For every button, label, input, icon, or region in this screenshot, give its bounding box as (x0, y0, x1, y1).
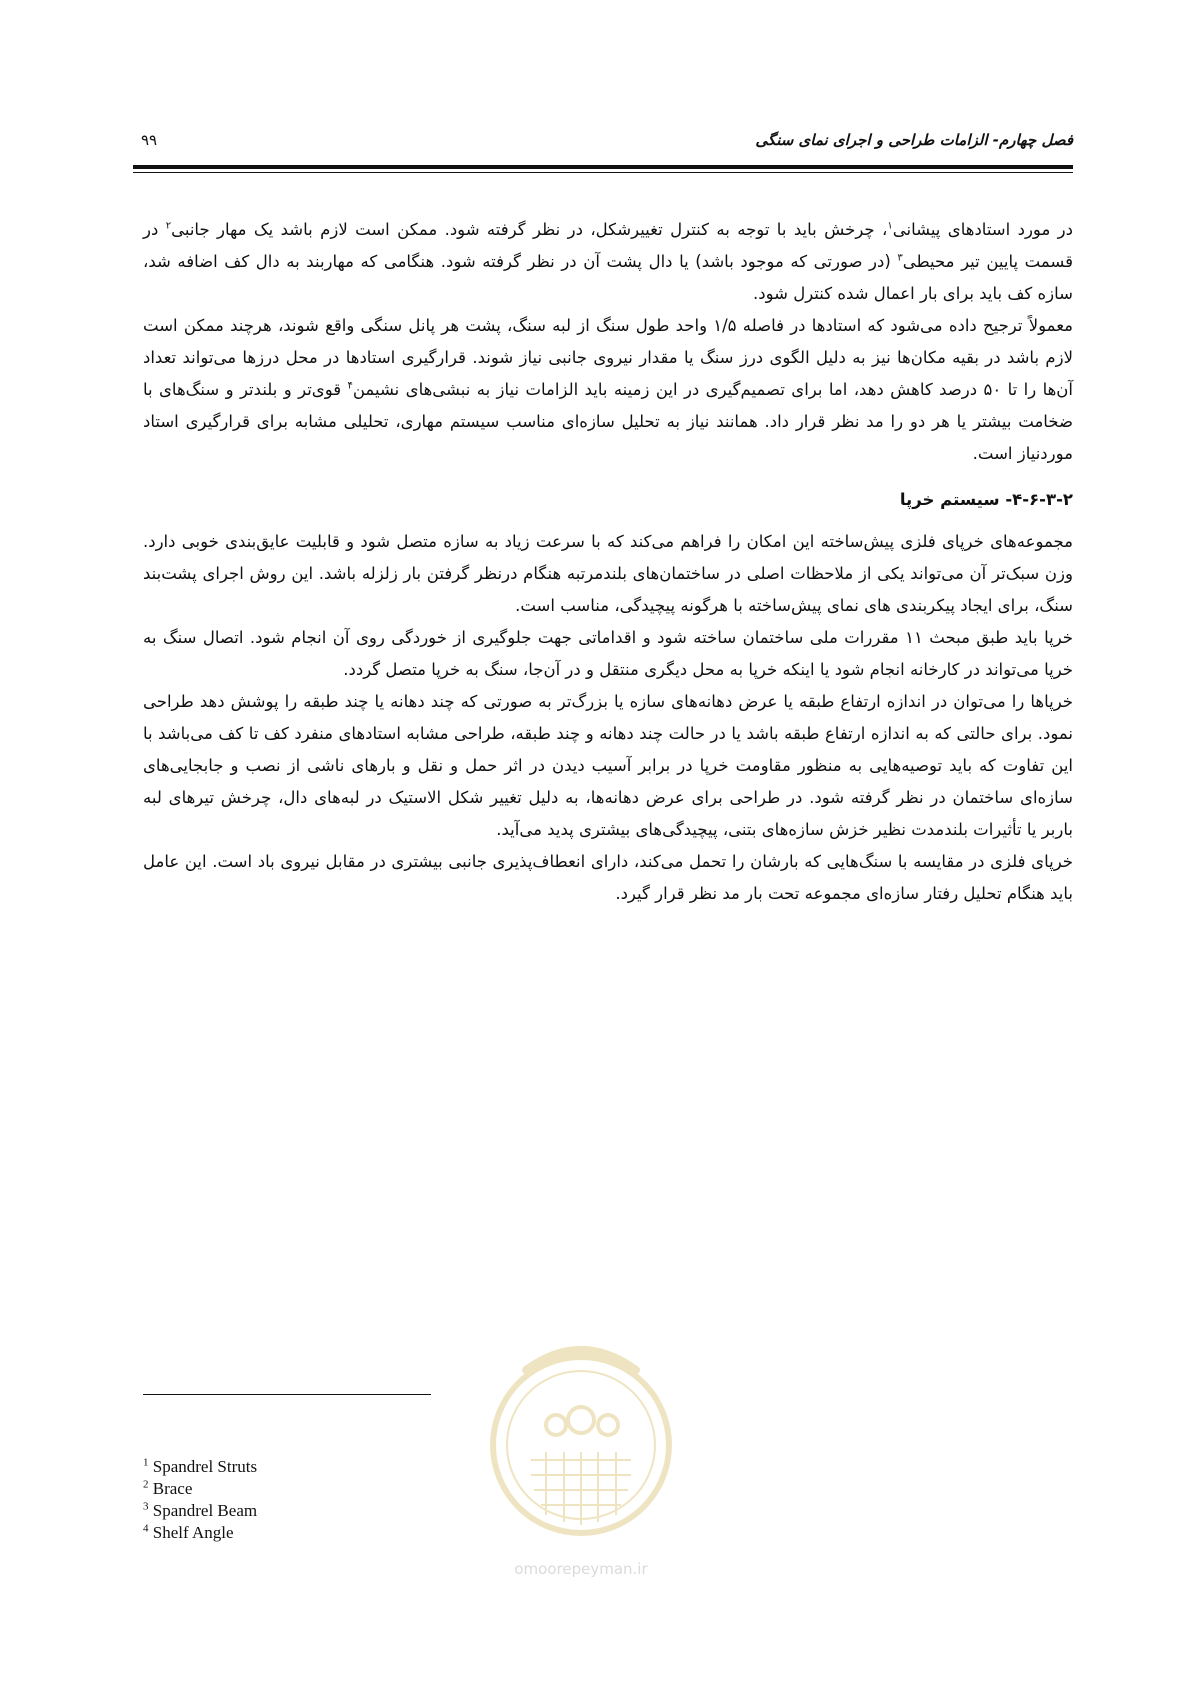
paragraph-text: در مورد استادهای پیشانی (892, 220, 1073, 239)
footnote-mark: ۱ (887, 220, 893, 232)
footnote-text: Shelf Angle (148, 1523, 234, 1542)
footnote-text: Spandrel Struts (148, 1457, 258, 1476)
paragraph-text: معمولاً ترجیح داده می‌شود که استادها در فاصله ۱/۵ واحد طول سنگ از لبه سنگ، پشت هر پانل سنگی واقع شوند، هرچند ممکن است لازم باشد در بقیه مکان‌ها نیز به دلیل الگوی درز سنگ یا مقدار نیروی جانبی نیاز شوند. قرارگیری استادها در محل درزها می‌تواند تعداد آن‌ها را تا ۵۰ درصد کاهش دهد، اما برای تصمیم‌گیری در این زمینه باید الزامات نیاز به نبشی‌های نشیمن (143, 316, 1074, 399)
footnote-number: 3 (143, 1500, 149, 1513)
paragraph-spandrel-struts (143, 214, 1073, 310)
paragraph-text: (در صورتی که موجود باشد) یا دال پشت آن در نظر گرفته شود. هنگامی که مهاربند به دال کف اضافه شد، سازه کف باید برای بار اعمال شده کنترل شود. (143, 252, 1073, 303)
paragraph-text: ، چرخش باید با توجه به کنترل تغییرشکل، در نظر گرفته شود. ممکن است لازم باشد یک مهار جانبی (171, 220, 888, 239)
footnote-text: Brace (148, 1479, 193, 1498)
chapter-title: فصل چهارم- الزامات طراحی و اجرای نمای سنگی (755, 131, 1073, 149)
page-number: ۹۹ (141, 131, 158, 149)
footnote (143, 1500, 543, 1522)
paragraph-truss-intro: مجموعه‌های خرپای فلزی پیش‌ساخته این امکان را فراهم می‌کند که با سرعت زیاد به سازه متصل شود و قابلیت عایق‌بندی خوبی دارد. وزن سبک‌تر آن می‌تواند یکی از ملاحظات اصلی در ساختمان‌های بلندمرتبه هنگام درنظر گرفتن بار زلزله باشد. این روش اجرای پشت‌بند سنگ، برای ایجاد پیکربندی های نمای پیش‌ساخته با هرگونه پیچیدگی، مناسب است. (143, 532, 1073, 615)
footnotes (143, 1456, 543, 1544)
header-rule-thin (133, 172, 1073, 173)
body-text (143, 214, 1073, 910)
running-header (133, 131, 1073, 161)
footnote-text: Spandrel Beam (148, 1501, 258, 1520)
footnote-number: 4 (143, 1522, 149, 1535)
footnote-mark: ۳ (897, 252, 903, 264)
footnote-number: 1 (143, 1456, 149, 1469)
footnote-rule (143, 1394, 431, 1395)
header-rule-thick (133, 165, 1073, 169)
paragraph-text: قوی‌تر و بلندتر و سنگ‌های با ضخامت بیشتر یا هر دو را مد نظر قرار داد. همانند نیاز به تحلیل سازه‌ای مناسب سیستم مهاری، تحلیلی مشابه برای قرارگیری استاد موردنیاز است. (143, 380, 1073, 463)
paragraph-truss-flexibility: خرپای فلزی در مقایسه با سنگ‌هایی که بارشان را تحمل می‌کند، دارای انعطاف‌پذیری جانبی بیشتری در مقابل نیروی باد است. این عامل باید هنگام تحلیل رفتار سازه‌ای مجموعه تحت بار مد نظر قرار گیرد. (143, 852, 1073, 903)
footnote (143, 1456, 543, 1478)
watermark-url: omoorepeyman.ir (514, 1560, 648, 1578)
footnote-number: 2 (143, 1478, 149, 1491)
footnote (143, 1522, 543, 1544)
footnote-mark: ۲ (165, 220, 172, 232)
footnote (143, 1478, 543, 1500)
paragraph-text: در قسمت پایین تیر محیطی (143, 220, 1073, 271)
footnote-mark: ۴ (347, 380, 353, 392)
paragraph-stud-placement (143, 310, 1073, 470)
paragraph-truss-sizing: خرپاها را می‌توان در اندازه ارتفاع طبقه یا عرض دهانه‌های سازه یا بزرگ‌تر به صورتی که چند دهانه یا چند طبقه را پوشش دهد طراحی نمود. برای حالتی که به اندازه ارتفاع طبقه باشد یا در حالت چند دهانه و چند طبقه، طراحی مشابه استادهای منفرد کف تا کف می‌باشد با این تفاوت که باید توصیه‌هایی به منظور مقاومت خرپا در برابر آسیب دیدن در اثر حمل و نقل و بارهای ناشی از نصب و جابجایی‌های سازه‌ای ساختمان در نظر گرفته شود. در طراحی برای عرض دهانه‌ها، به دلیل تغییر شکل الاستیک در لبه‌های دال، چرخش تیرهای لبه باربر یا تأثیرات بلندمدت نظیر خزش سازه‌های بتنی، پیچیدگی‌های بیشتری پدید می‌آید. (143, 692, 1073, 839)
paragraph-truss-fabrication: خرپا باید طبق مبحث ۱۱ مقررات ملی ساختمان ساخته شود و اقداماتی جهت جلوگیری از خوردگی روی آن انجام شود. اتصال سنگ به خرپا می‌تواند در کارخانه انجام شود یا اینکه خرپا به محل دیگری منتقل و در آن‌جا، سنگ به خرپا متصل گردد. (143, 628, 1073, 679)
section-heading: ۴-۶-۳-۲- سیستم خرپا (899, 490, 1073, 509)
